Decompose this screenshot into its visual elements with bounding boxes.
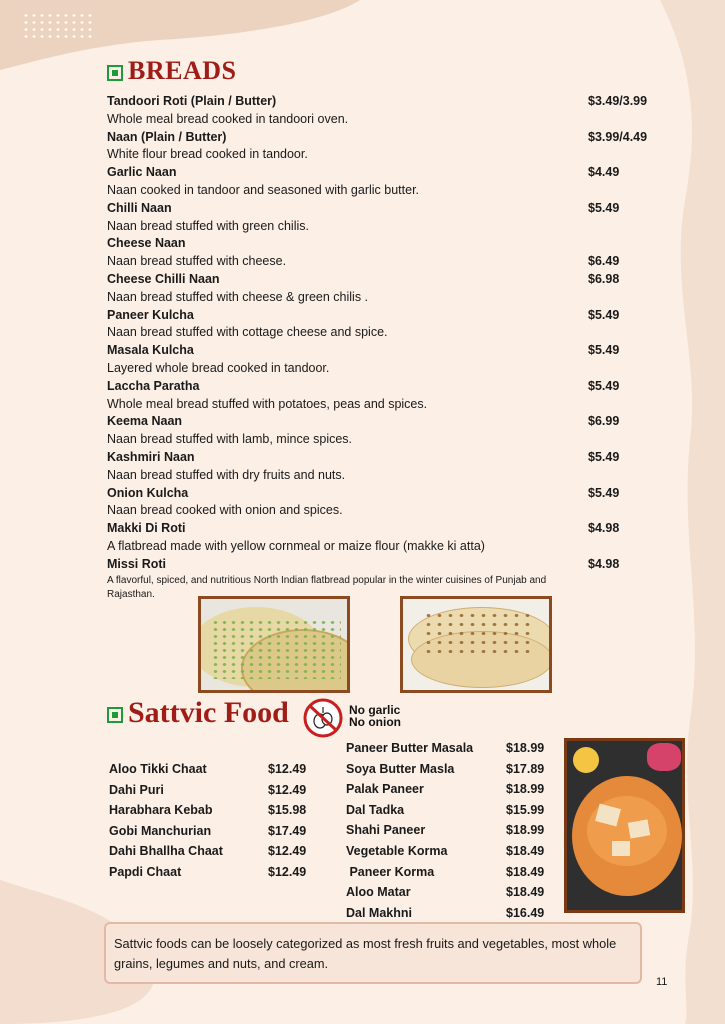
item-price: $12.49: [268, 844, 307, 859]
menu-item: [107, 307, 667, 343]
sattvic-item: [346, 903, 556, 924]
item-price: $5.49: [588, 307, 620, 322]
item-name: Cheese Naan: [107, 236, 186, 251]
item-price: $3.99/4.49: [588, 129, 648, 144]
item-price: $4.98: [588, 521, 620, 536]
sattvic-item: [346, 759, 556, 780]
item-name: Kashmiri Naan: [107, 449, 195, 464]
item-name: Garlic Naan: [107, 165, 177, 180]
paneer-curry-photo: [564, 738, 685, 913]
menu-item: [107, 164, 667, 200]
item-description: White flour bread cooked in tandoor.: [107, 147, 308, 162]
sattvic-right-list: [346, 738, 556, 923]
item-description: Naan bread stuffed with lamb, mince spices.: [107, 432, 353, 447]
item-description: Naan cooked in tandoor and seasoned with garlic butter.: [107, 182, 420, 197]
item-price: $5.49: [588, 378, 620, 393]
item-price: $15.99: [506, 802, 545, 817]
item-price: $3.49/3.99: [588, 94, 648, 108]
page-number: 11: [656, 976, 668, 988]
item-price: $16.49: [506, 905, 545, 920]
menu-item: [107, 485, 667, 521]
item-name: Vegetable Korma: [346, 843, 448, 858]
sattvic-item: [109, 841, 319, 862]
item-name: Gobi Manchurian: [109, 823, 212, 838]
sattvic-item: [109, 821, 319, 842]
no-garlic-label: No garlic: [349, 703, 401, 717]
item-price: $12.49: [268, 762, 307, 776]
item-name: Aloo Matar: [346, 885, 411, 900]
sattvic-item: [346, 800, 556, 821]
item-description: Naan bread stuffed with green chilis.: [107, 218, 309, 233]
garlic-naan-photo: [198, 596, 350, 693]
item-name: Paneer Butter Masala: [346, 741, 474, 755]
item-price: $5.49: [588, 200, 620, 215]
menu-item: [107, 235, 667, 271]
item-name: Dal Tadka: [346, 802, 405, 817]
no-onion-label: No onion: [349, 715, 401, 729]
item-name: Dahi Puri: [109, 782, 164, 797]
sattvic-item: [346, 862, 556, 883]
veg-icon: [107, 65, 123, 81]
item-description: A flavorful, spiced, and nutritious North Indian flatbread popular in the winter cuisines of Punjab and Rajasthan.: [107, 574, 547, 600]
item-description: Whole meal bread cooked in tandoori oven.: [107, 111, 349, 126]
item-price: $15.98: [268, 803, 307, 818]
item-name: Dal Makhni: [346, 905, 412, 920]
sattvic-note: Sattvic foods can be loosely categorized as most fresh fruits and vegetables, most whole grains, legumes and nuts, and cream.: [104, 922, 642, 984]
item-description: Naan bread stuffed with cheese.: [107, 254, 287, 269]
item-price: $5.49: [588, 485, 620, 500]
no-garlic-no-onion-label: [349, 704, 401, 728]
item-name: Naan (Plain / Butter): [107, 129, 227, 144]
sattvic-food-title: Sattvic Food: [128, 696, 289, 729]
item-description: Naan bread cooked with onion and spices.: [107, 503, 343, 518]
item-description: Layered whole bread cooked in tandoor.: [107, 360, 330, 375]
item-description: Whole meal bread stuffed with potatoes, peas and spices.: [107, 396, 428, 411]
sattvic-item: [346, 820, 556, 841]
item-price: $4.49: [588, 165, 620, 180]
item-price: $4.98: [588, 556, 620, 571]
menu-item: [107, 129, 667, 165]
item-name: Chilli Naan: [107, 200, 172, 215]
breads-title: BREADS: [128, 56, 237, 85]
sattvic-item: [346, 779, 556, 800]
item-name: Paneer Kulcha: [107, 307, 194, 322]
item-name: Aloo Tikki Chaat: [109, 762, 207, 776]
item-name: Papdi Chaat: [109, 864, 182, 879]
item-description: Naan bread stuffed with dry fruits and nuts.: [107, 467, 346, 482]
item-name: Paneer Korma: [346, 864, 435, 879]
item-price: $17.89: [506, 761, 545, 776]
item-price: $6.49: [588, 254, 620, 269]
item-price: $5.49: [588, 449, 620, 464]
menu-item: [107, 520, 667, 556]
item-price: $6.98: [588, 271, 620, 286]
item-price: $5.49: [588, 343, 620, 358]
item-description: A flatbread made with yellow cornmeal or maize flour (makke ki atta): [107, 538, 485, 553]
item-name: Palak Paneer: [346, 782, 424, 797]
item-price: $18.49: [506, 843, 545, 858]
naan-stack-photo: [400, 596, 552, 693]
item-price: $12.49: [268, 782, 307, 797]
sattvic-item: [109, 759, 319, 780]
menu-item: [107, 271, 667, 307]
item-price: $18.99: [506, 741, 545, 755]
item-price: $17.49: [268, 823, 307, 838]
menu-item: [107, 413, 667, 449]
menu-item: [107, 342, 667, 378]
item-name: Keema Naan: [107, 414, 183, 429]
sattvic-item: [109, 862, 319, 883]
item-name: Laccha Paratha: [107, 378, 200, 393]
item-name: Shahi Paneer: [346, 823, 426, 838]
menu-item: [107, 378, 667, 414]
sattvic-item: [346, 738, 556, 759]
item-description: Naan bread stuffed with cheese & green chilis .: [107, 289, 369, 304]
sattvic-item: [346, 841, 556, 862]
item-name: Cheese Chilli Naan: [107, 271, 220, 286]
item-price: $18.49: [506, 864, 545, 879]
item-price: $18.99: [506, 782, 545, 797]
item-name: Tandoori Roti (Plain / Butter): [107, 94, 277, 108]
item-name: Masala Kulcha: [107, 343, 194, 358]
item-name: Onion Kulcha: [107, 485, 189, 500]
menu-item: [107, 200, 667, 236]
item-price: $6.99: [588, 414, 620, 429]
dot-pattern: [22, 12, 92, 42]
menu-item: [107, 449, 667, 485]
sattvic-left-list: [109, 759, 319, 883]
no-garlic-onion-icon: [302, 697, 344, 739]
item-name: Missi Roti: [107, 556, 167, 571]
sattvic-item: [109, 800, 319, 821]
item-price: $18.49: [506, 885, 545, 900]
veg-icon: [107, 707, 123, 723]
item-name: Harabhara Kebab: [109, 803, 213, 818]
item-price: $12.49: [268, 864, 307, 879]
item-description: Naan bread stuffed with cottage cheese and spice.: [107, 325, 388, 340]
item-name: Dahi Bhallha Chaat: [109, 844, 223, 859]
sattvic-item: [109, 780, 319, 801]
breads-list: [107, 93, 667, 602]
item-name: Soya Butter Masla: [346, 761, 455, 776]
menu-item: [107, 556, 667, 602]
sattvic-item: [346, 882, 556, 903]
menu-item: [107, 93, 667, 129]
item-price: $18.99: [506, 823, 545, 838]
item-name: Makki Di Roti: [107, 521, 186, 536]
